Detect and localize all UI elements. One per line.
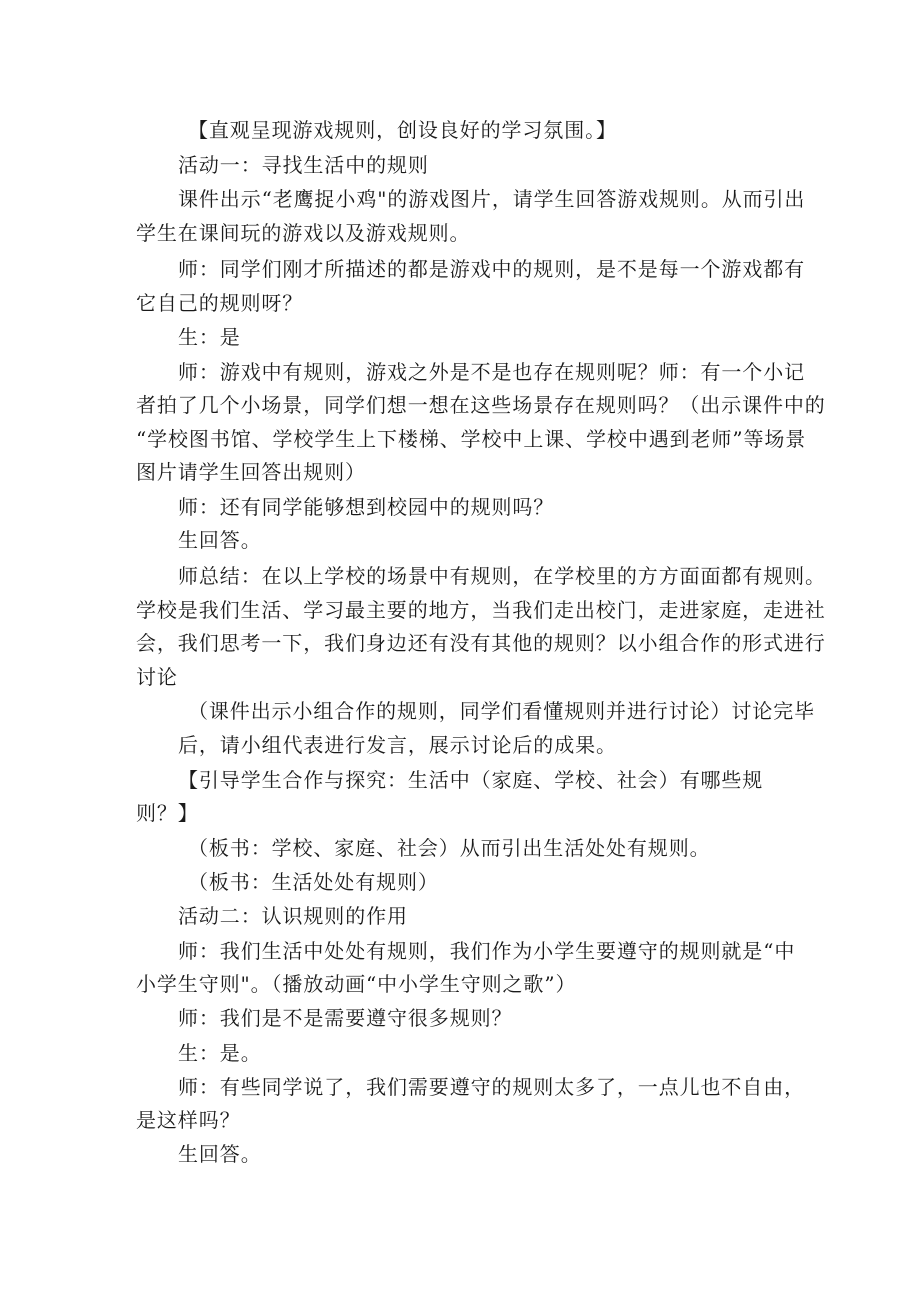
heading-intro: 【直观呈现游戏规则，创设良好的学习氛围。】 [188, 118, 617, 142]
paragraph-line: 它自己的规则呀？ [136, 291, 304, 315]
activity-two-title: 活动二：认识规则的作用 [178, 904, 408, 928]
paragraph-line: 者拍了几个小场景，同学们想一想在这些场景存在规则吗？（出示课件中的 [136, 393, 826, 417]
paragraph-line: 师：有些同学说了，我们需要遵守的规则太多了，一点儿也不自由， [178, 1075, 805, 1099]
paragraph-line: 生：是。 [178, 1041, 262, 1065]
paragraph-line: 图片请学生回答出规则） [136, 460, 366, 484]
paragraph-line: 生回答。 [178, 1142, 262, 1166]
paragraph-line: 师：我们生活中处处有规则，我们作为小学生要遵守的规则就是“中 [178, 939, 796, 963]
paragraph-line: 后，请小组代表进行发言，展示讨论后的成果。 [178, 733, 617, 757]
paragraph-line: 生：是 [178, 325, 241, 349]
paragraph-line: 师：我们是不是需要遵守很多规则？ [178, 1006, 513, 1030]
paragraph-line: 会，我们思考一下，我们身边还有没有其他的规则？以小组合作的形式进行 [136, 631, 826, 655]
paragraph-line: 学校是我们生活、学习最主要的地方，当我们走出校门，走进家庭，走进社 [136, 598, 826, 622]
paragraph-line: （课件出示小组合作的规则，同学们看懂规则并进行讨论）讨论完毕 [188, 699, 815, 723]
paragraph-line: 师：还有同学能够想到校园中的规则吗？ [178, 495, 555, 519]
paragraph-line: 学生在课间玩的游戏以及游戏规则。 [136, 221, 471, 245]
paragraph-line: 师总结：在以上学校的场景中有规则，在学校里的方方面面都有规则。 [178, 564, 826, 588]
paragraph-line: 讨论 [136, 665, 178, 689]
paragraph-line: 小学生守则"。（播放动画“中小学生守则之歌”） [136, 972, 577, 996]
heading-guide-end: 则？】 [136, 801, 199, 825]
activity-one-title: 活动一：寻找生活中的规则 [178, 153, 429, 177]
paragraph-line: 师：游戏中有规则，游戏之外是不是也存在规则呢？师：有一个小记 [178, 360, 805, 384]
paragraph-line: 是这样吗？ [136, 1108, 241, 1132]
blackboard-note: （板书：生活处处有规则） [188, 870, 439, 894]
paragraph-line: 课件出示“老鹰捉小鸡"的游戏图片，请学生回答游戏规则。从而引出 [178, 187, 806, 211]
paragraph-line: “学校图书馆、学校学生上下楼梯、学校中上课、学校中遇到老师”等场景 [136, 427, 807, 451]
paragraph-line: 生回答。 [178, 528, 262, 552]
heading-guide: 【引导学生合作与探究：生活中（家庭、学校、社会）有哪些规 [178, 768, 764, 792]
paragraph-line: 师：同学们刚才所描述的都是游戏中的规则，是不是每一个游戏都有 [178, 257, 805, 281]
blackboard-note: （板书：学校、家庭、社会）从而引出生活处处有规则。 [188, 836, 711, 860]
